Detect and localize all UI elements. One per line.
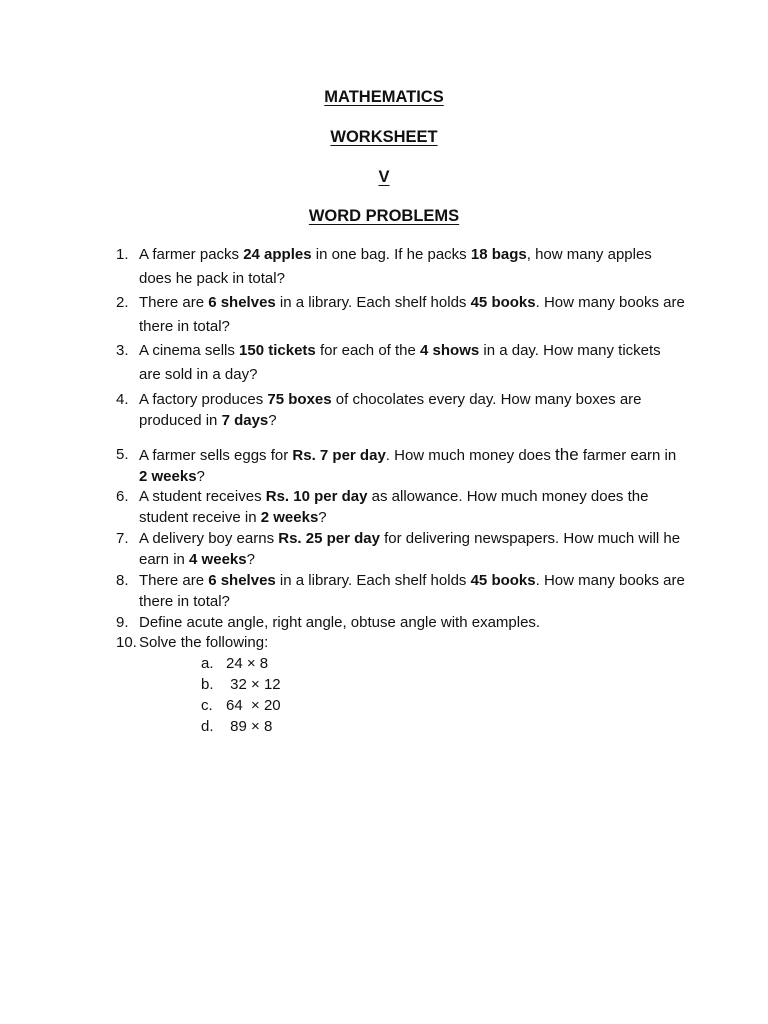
question-item bbox=[116, 389, 686, 431]
sub-item-expression: 89 × 8 bbox=[226, 718, 273, 735]
question-number: 7. bbox=[116, 530, 129, 547]
question-number: 3. bbox=[116, 342, 129, 359]
question-item bbox=[116, 570, 686, 612]
question-text: There are 6 shelves in a library. Each shelf holds 45 books. How many books are there in total? bbox=[139, 572, 685, 610]
question-number: 6. bbox=[116, 488, 129, 505]
question-item bbox=[116, 444, 686, 487]
sub-item-letter: a. bbox=[201, 655, 214, 672]
worksheet-number-heading: V bbox=[378, 168, 390, 186]
sub-item-letter: b. bbox=[201, 676, 214, 693]
question-item bbox=[116, 528, 686, 570]
sub-item-expression: 24 × 8 bbox=[226, 655, 269, 672]
worksheet-topic-heading: WORD PROBLEMS bbox=[308, 207, 460, 225]
question-text: A student receives Rs. 10 per day as allowance. How much money does the student receive in 2 weeks? bbox=[139, 488, 649, 526]
question-text: A factory produces 75 boxes of chocolates every day. How many boxes are produced in 7 days? bbox=[139, 391, 642, 429]
question-number: 2. bbox=[116, 294, 129, 311]
question-text: Solve the following: bbox=[139, 634, 269, 651]
question-number: 8. bbox=[116, 572, 129, 589]
worksheet-type-heading: WORKSHEET bbox=[330, 128, 438, 146]
sub-item bbox=[201, 716, 272, 737]
sub-item-expression: 32 × 12 bbox=[226, 676, 281, 693]
sub-item bbox=[201, 674, 281, 695]
question-item bbox=[116, 612, 686, 633]
question-text: A cinema sells 150 tickets for each of the 4 shows in a day. How many tickets are sold in a day? bbox=[139, 342, 661, 383]
question-number: 10. bbox=[116, 634, 137, 651]
sub-item bbox=[201, 653, 268, 674]
question-number: 1. bbox=[116, 246, 129, 263]
sub-item-letter: c. bbox=[201, 697, 213, 714]
question-number: 4. bbox=[116, 391, 129, 408]
question-number: 9. bbox=[116, 614, 129, 631]
worksheet-subject-heading: MATHEMATICS bbox=[324, 88, 444, 106]
question-number: 5. bbox=[116, 446, 129, 463]
question-item bbox=[116, 486, 686, 528]
question-item bbox=[116, 243, 686, 291]
sub-item-expression: 64 × 20 bbox=[226, 697, 281, 714]
question-item bbox=[116, 291, 686, 339]
question-text: There are 6 shelves in a library. Each shelf holds 45 books. How many books are there in total? bbox=[139, 294, 685, 335]
sub-item bbox=[201, 695, 281, 716]
question-text: A farmer packs 24 apples in one bag. If he packs 18 bags, how many apples does he pack in total? bbox=[139, 246, 652, 287]
question-item bbox=[116, 632, 686, 653]
question-text: A farmer sells eggs for Rs. 7 per day. How much money does the farmer earn in 2 weeks? bbox=[139, 445, 677, 485]
question-text: Define acute angle, right angle, obtuse angle with examples. bbox=[139, 614, 541, 631]
question-item bbox=[116, 339, 686, 387]
sub-item-letter: d. bbox=[201, 718, 214, 735]
question-text: A delivery boy earns Rs. 25 per day for delivering newspapers. How much will he earn in 4 weeks? bbox=[139, 530, 681, 568]
